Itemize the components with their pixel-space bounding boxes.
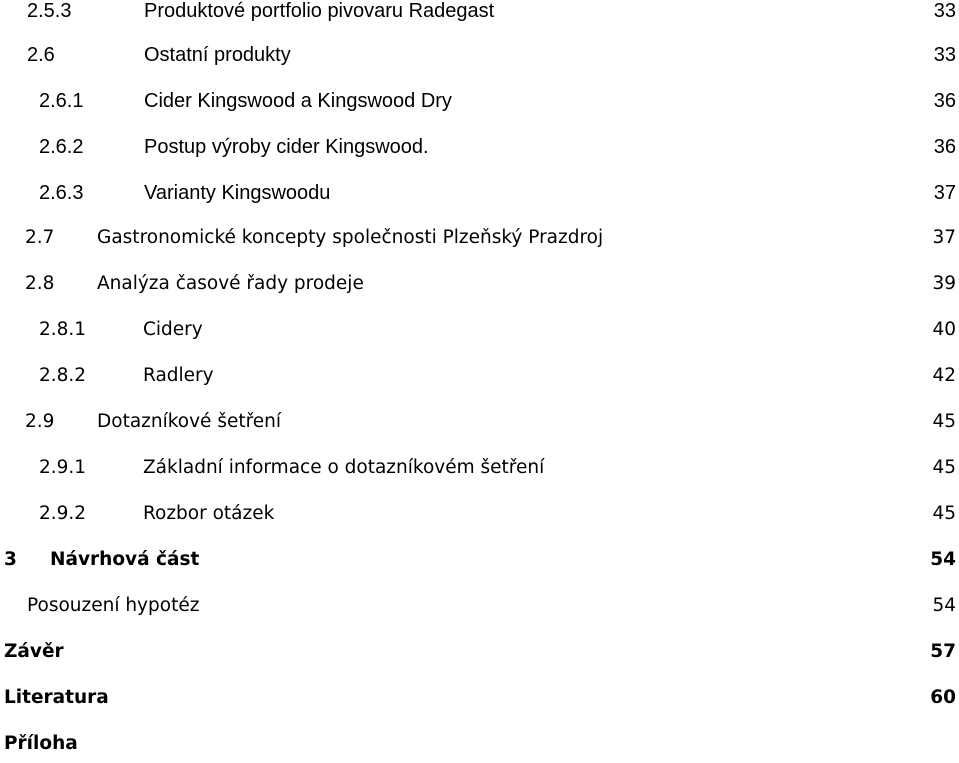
toc-title: Postup výroby cider Kingswood. <box>144 136 429 158</box>
toc-entry-2-8-2[interactable] <box>0 365 956 395</box>
toc-entry-priloha[interactable] <box>0 733 956 763</box>
toc-entry-2-9-1[interactable] <box>0 457 956 487</box>
toc-entry-2-6-2[interactable] <box>0 136 956 166</box>
toc-entry-2-8[interactable] <box>0 273 956 303</box>
toc-number: 2.7 <box>25 227 55 248</box>
toc-title: Závěr <box>4 641 64 662</box>
toc-page-number: 37 <box>932 227 956 248</box>
toc-entry-2-5-3[interactable] <box>0 0 956 30</box>
toc-title: Cider Kingswood a Kingswood Dry <box>144 90 452 112</box>
toc-page-number: 45 <box>932 411 956 432</box>
toc-page-number: 37 <box>933 182 956 204</box>
toc-entry-literatura[interactable] <box>0 687 956 717</box>
toc-number: 2.9.1 <box>39 457 87 478</box>
toc-entry-3[interactable] <box>0 549 956 579</box>
toc-entry-2-9[interactable] <box>0 411 956 441</box>
toc-page-number: 54 <box>932 595 956 616</box>
toc-title: Příloha <box>4 733 78 754</box>
toc-number: 2.6.1 <box>39 90 84 112</box>
toc-entry-2-7[interactable] <box>0 227 956 257</box>
toc-number: 2.9.2 <box>39 503 87 524</box>
toc-title: Posouzení hypotéz <box>27 595 200 616</box>
toc-page-number: 45 <box>932 457 956 478</box>
toc-page-number: 36 <box>933 90 956 112</box>
toc-page-number: 36 <box>933 136 956 158</box>
toc-title: Ostatní produkty <box>144 44 291 66</box>
toc-number: 2.8.2 <box>39 365 87 386</box>
toc-number: 2.8 <box>25 273 55 294</box>
toc-title: Analýza časové řady prodeje <box>97 273 364 294</box>
toc-number: 2.6 <box>27 44 55 66</box>
toc-page-number: 40 <box>932 319 956 340</box>
toc-entry-2-6[interactable] <box>0 44 956 74</box>
toc-number: 2.5.3 <box>27 0 72 22</box>
toc-entry-zaver[interactable] <box>0 641 956 671</box>
toc-title: Dotazníkové šetření <box>97 411 282 432</box>
toc-number: 2.6.2 <box>39 136 84 158</box>
toc-title: Návrhová část <box>50 549 200 570</box>
toc-title: Varianty Kingswoodu <box>144 182 331 204</box>
toc-page-number: 39 <box>932 273 956 294</box>
toc-entry-2-6-1[interactable] <box>0 90 956 120</box>
toc-page-number: 33 <box>933 44 956 66</box>
toc-page-number: 54 <box>930 549 956 570</box>
toc-title: Cidery <box>143 319 203 340</box>
toc-entry-2-9-2[interactable] <box>0 503 956 533</box>
toc-page-number: 42 <box>932 365 956 386</box>
toc-title: Literatura <box>4 687 109 708</box>
toc-page-number: 57 <box>930 641 956 662</box>
toc-title: Radlery <box>143 365 214 386</box>
toc-title: Produktové portfolio pivovaru Radegast <box>144 0 495 22</box>
toc-number: 3 <box>4 549 17 570</box>
toc-page-number: 45 <box>932 503 956 524</box>
toc-page-number: 33 <box>933 0 956 22</box>
toc-title: Základní informace o dotazníkovém šetření <box>143 457 545 478</box>
toc-number: 2.9 <box>25 411 55 432</box>
toc-title: Gastronomické koncepty společnosti Plzeňský Prazdroj <box>97 227 604 248</box>
toc-title: Rozbor otázek <box>143 503 275 524</box>
toc-number: 2.6.3 <box>39 182 84 204</box>
toc-entry-2-8-1[interactable] <box>0 319 956 349</box>
toc-entry-2-6-3[interactable] <box>0 182 956 212</box>
toc-number: 2.8.1 <box>39 319 87 340</box>
toc-entry-posouzeni-hypotez[interactable] <box>0 595 956 625</box>
toc-page-number: 60 <box>930 687 956 708</box>
